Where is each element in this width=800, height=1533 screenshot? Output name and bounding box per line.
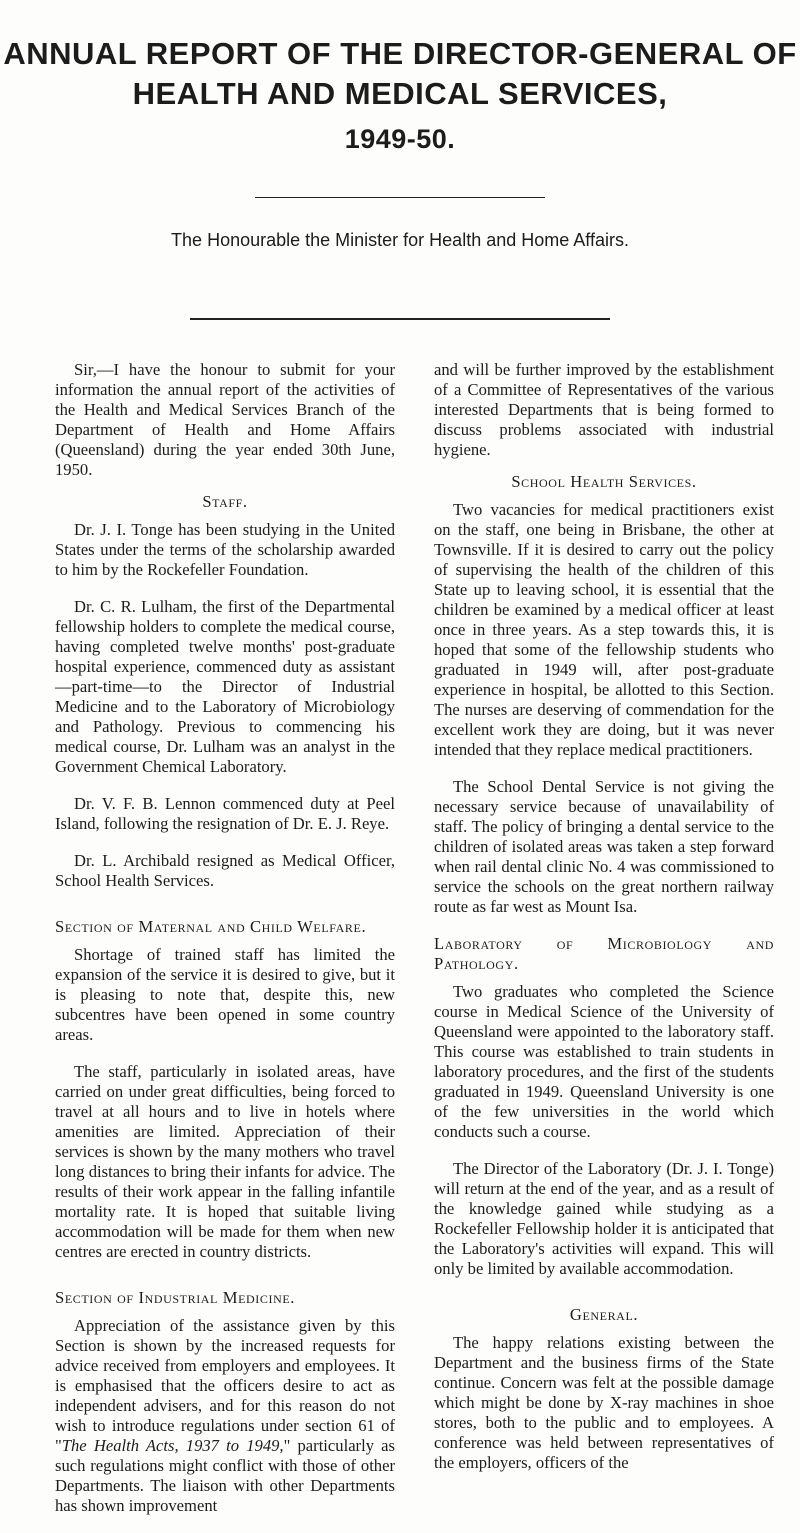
staff-paragraph-3: Dr. V. F. B. Lennon commenced duty at Peel Island, following the resignation of Dr. E. J. Reye. — [55, 794, 395, 833]
shs-paragraph-2: The School Dental Service is not giving the necessary service because of unavailability of staff. The policy of bringing a dental service to the children of isolated areas was taken a step forward when rail dental clinic No. 4 was commissioned to service the schools on the great northern railway route as far west as Mount Isa. — [434, 777, 774, 916]
staff-paragraph-4: Dr. L. Archibald resigned as Medical Officer, School Health Services. — [55, 851, 395, 890]
laboratory-heading: Laboratory of Microbiology and Pathology. — [434, 934, 774, 973]
maternal-child-welfare-heading: Section of Maternal and Child Welfare. — [55, 917, 367, 936]
general-heading: General. — [569, 1305, 639, 1324]
title-divider — [255, 197, 545, 198]
im-paragraph-1 — [55, 1316, 395, 1516]
im-paragraph-1-end: " particularly as such regulations might conflict with those of other Departments. The liaison with other Departments has shown improvement — [55, 1436, 395, 1515]
industrial-medicine-heading: Section of Industrial Medicine. — [55, 1288, 296, 1307]
general-paragraph-1: The happy relations existing between the Department and the business firms of the State continue. Concern was felt at the possible damage which might be done by X-ray machines in shoe stores, both to the public and to employees. A conference was held between representatives of the employers, officers of the — [434, 1333, 774, 1472]
intro-paragraph: Sir,—I have the honour to submit for your information the annual report of the activities of the Health and Medical Services Branch of the Department of Health and Home Affairs (Queensland) during the year ended 30th June, 1950. — [55, 360, 395, 479]
staff-paragraph-1: Dr. J. I. Tonge has been studying in the United States under the terms of the scholarship awarded to him by the Rockefeller Foundation. — [55, 520, 395, 579]
im-paragraph-1-start: Appreciation of the assistance given by this Section is shown by the increased requests for advice received from employers and employees. It is emphasised that the officers desire to act as independent advisers, and for this reason do not wish to introduce regulations under section 61 of " — [55, 1316, 395, 1455]
title-line-2: HEALTH AND MEDICAL SERVICES, — [132, 76, 668, 111]
lab-paragraph-2: The Director of the Laboratory (Dr. J. I. Tonge) will return at the end of the year, and as a result of the knowledge gained while studying as a Rockefeller Fellowship holder it is anticipated that the Laboratory's activities will expand. This will only be limited by available accommodation. — [434, 1159, 774, 1278]
left-column — [55, 360, 395, 1533]
staff-heading: Staff. — [202, 492, 248, 511]
shs-paragraph-1: Two vacancies for medical practitioners exist on the staff, one being in Brisbane, the other at Townsville. If it is desired to carry out the policy of supervising the health of the children of this State up to leaving school, it is essential that the children be examined by a medical officer at least once in three years. As a step towards this, it is hoped that some of the fellowship students who graduated in 1949 will, after post-graduate experience in hospital, be allotted to this Section. The nurses are deserving of commendation for the excellent work they are doing, but it was never intended that they replace medical practitioners. — [434, 500, 774, 759]
title-line-1: ANNUAL REPORT OF THE DIRECTOR-GENERAL OF — [3, 36, 797, 71]
im-paragraph-continued: and will be further improved by the establishment of a Committee of Representatives of the various interested Departments that is being formed to discuss problems associated with industrial hygiene. — [434, 360, 774, 459]
title-line-3: 1949-50. — [344, 124, 456, 154]
right-column — [434, 360, 774, 1490]
addressee-divider — [190, 318, 610, 320]
staff-paragraph-2: Dr. C. R. Lulham, the first of the Departmental fellowship holders to complete the medical course, having completed twelve months' post-graduate hospital experience, commenced duty as assistant—part-time—to the Director of Industrial Medicine and to the Laboratory of Microbiology and Pathology. Previous to commencing his medical course, Dr. Lulham was an analyst in the Government Chemical Laboratory. — [55, 597, 395, 776]
addressee: The Honourable the Minister for Health and Home Affairs. — [171, 230, 629, 250]
act-title: The Health Acts, 1937 to 1949, — [61, 1436, 284, 1455]
school-health-heading: School Health Services. — [511, 472, 697, 491]
mcw-paragraph-2: The staff, particularly in isolated areas, have carried on under great difficulties, being forced to travel at all hours and to live in hotels where amenities are limited. Appreciation of their services is shown by the many mothers who travel long distances to bring their infants for advice. The results of their work appear in the falling infantile mortality rate. It is hoped that suitable living accommodation will be made for them when new centres are erected in country districts. — [55, 1062, 395, 1261]
mcw-paragraph-1: Shortage of trained staff has limited the expansion of the service it is desired to give, but it is pleasing to note that, despite this, new subcentres have been opened in some country areas. — [55, 945, 395, 1044]
lab-paragraph-1: Two graduates who completed the Science course in Medical Science of the University of Queensland were appointed to the laboratory staff. This course was established to train students in laboratory procedures, and the first of the students graduated in 1949. Queensland University is one of the few universities in the world which conducts such a course. — [434, 982, 774, 1141]
